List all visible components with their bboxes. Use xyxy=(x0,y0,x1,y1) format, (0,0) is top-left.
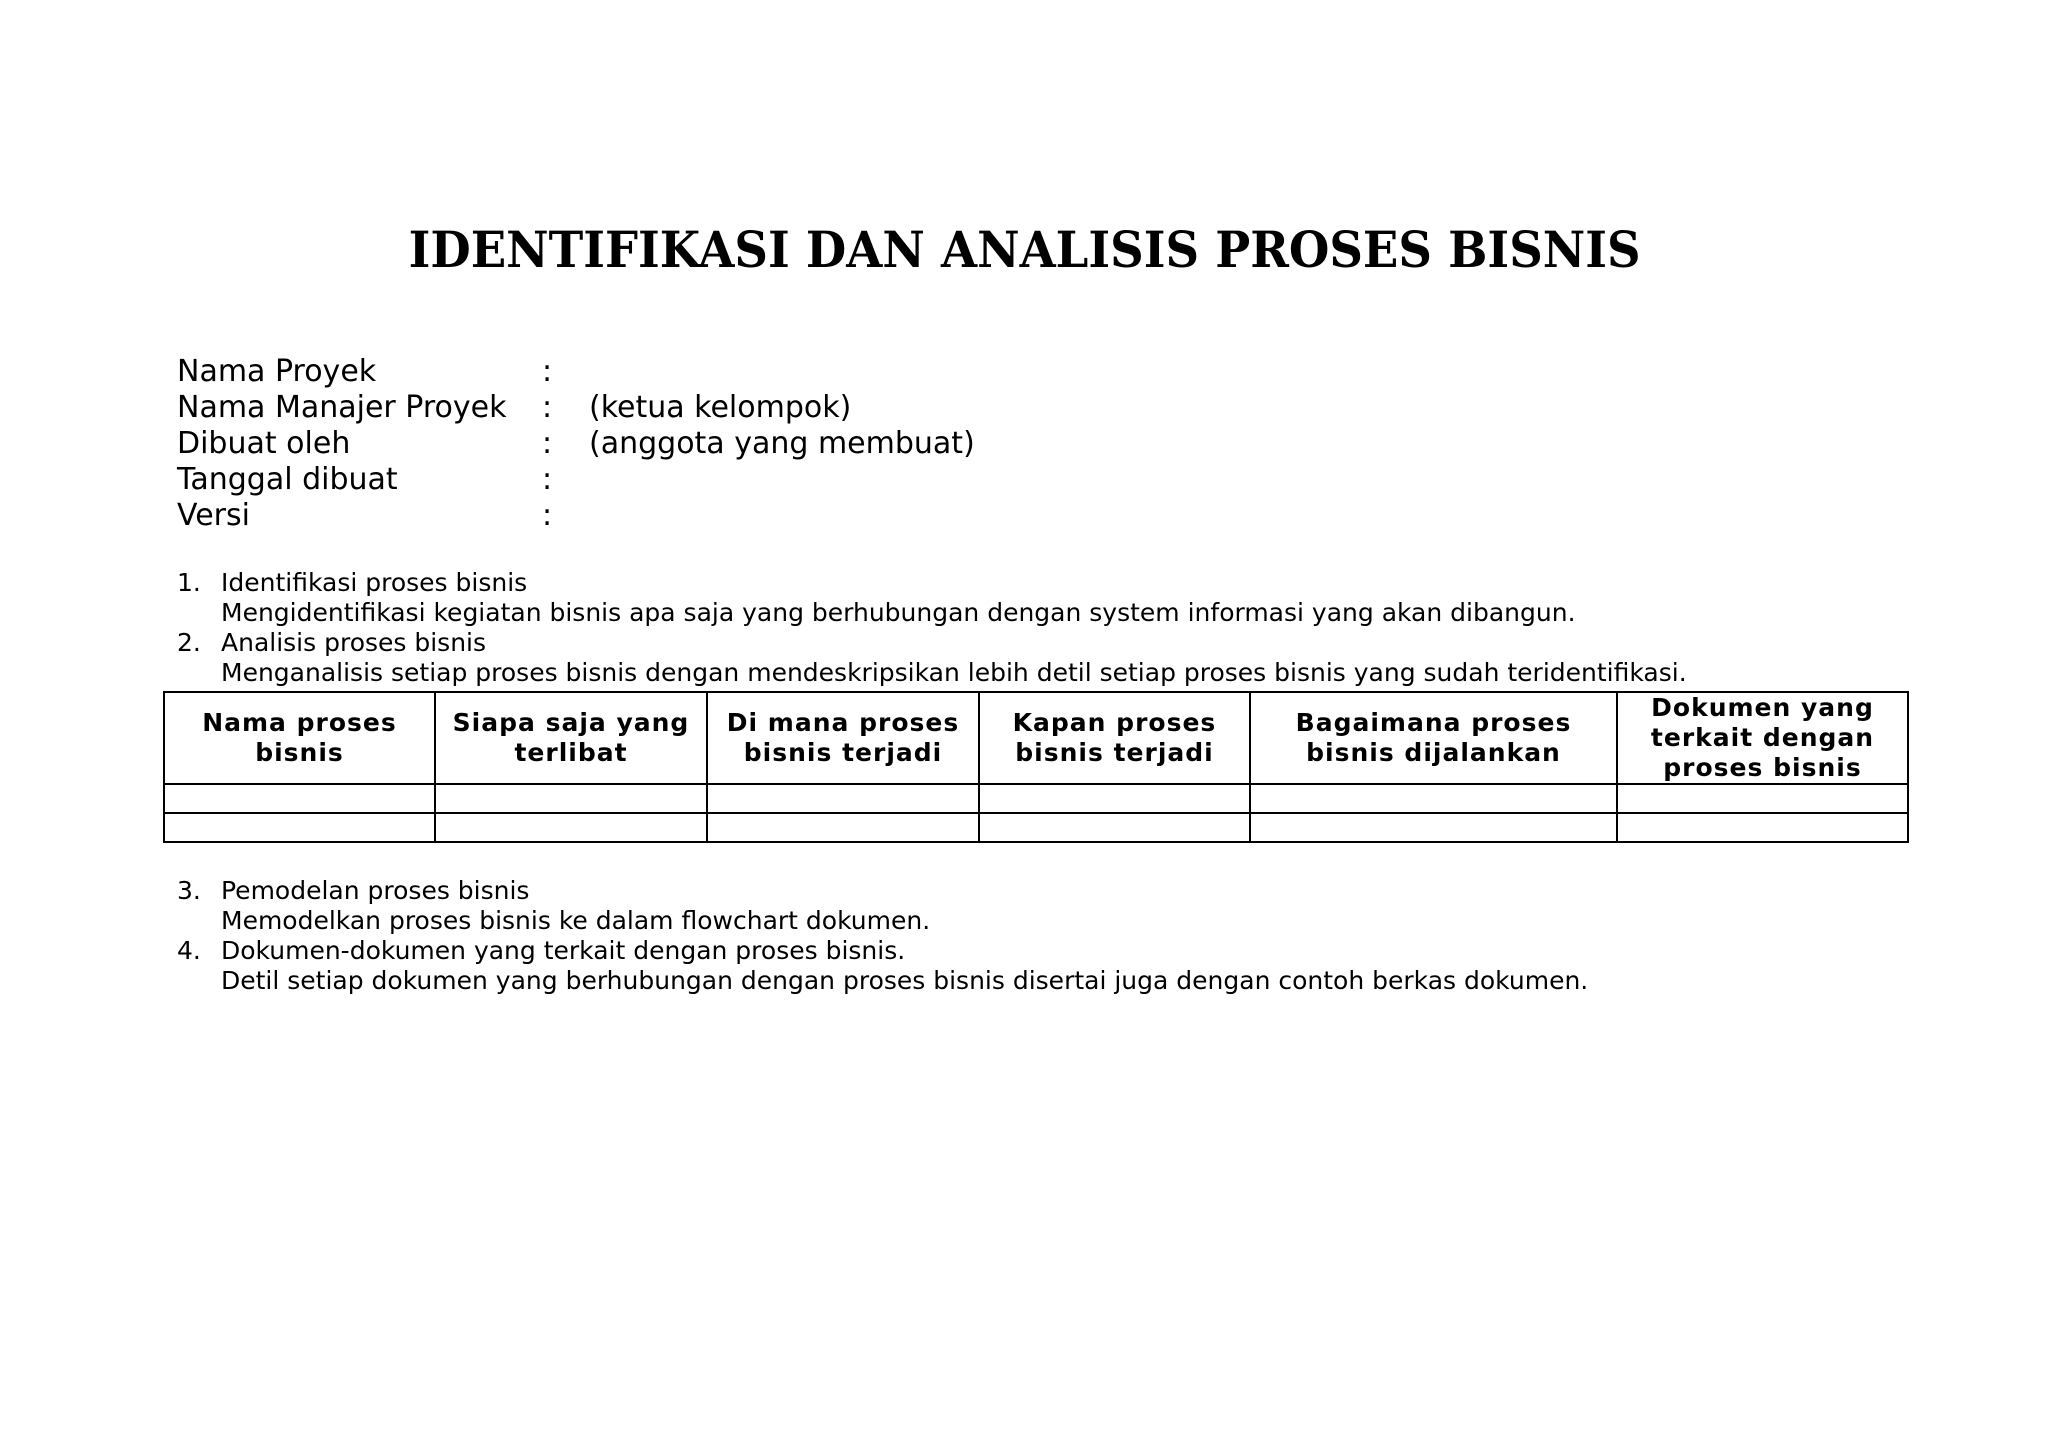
table-row xyxy=(164,784,1908,813)
meta-colon: : xyxy=(542,390,553,425)
business-process-table xyxy=(163,691,1909,843)
table-header-cell: Siapa saja yang terlibat xyxy=(435,692,707,784)
meta-value: (anggota yang membuat) xyxy=(589,426,975,461)
meta-label: Versi xyxy=(177,498,250,533)
meta-label: Nama Manajer Proyek xyxy=(177,390,507,425)
table-cell xyxy=(164,784,435,813)
table-cell xyxy=(435,813,707,842)
table-cell xyxy=(164,813,435,842)
meta-colon: : xyxy=(542,462,553,497)
meta-colon: : xyxy=(542,354,553,389)
section-number: 1. xyxy=(177,568,201,597)
section-description: Detil setiap dokumen yang berhubungan dengan proses bisnis disertai juga dengan contoh berkas dokumen. xyxy=(221,966,1589,995)
page-title: IDENTIFIKASI DAN ANALISIS PROSES BISNIS xyxy=(408,220,1641,279)
section-description: Mengidentifikasi kegiatan bisnis apa saja yang berhubungan dengan system informasi yang akan dibangun. xyxy=(221,598,1576,627)
section-title: Dokumen-dokumen yang terkait dengan proses bisnis. xyxy=(221,936,906,965)
table-cell xyxy=(707,784,979,813)
meta-label: Nama Proyek xyxy=(177,354,377,389)
section-title: Pemodelan proses bisnis xyxy=(221,876,530,905)
section-number: 3. xyxy=(177,876,201,905)
section-number: 2. xyxy=(177,628,201,657)
table-header-cell: Kapan proses bisnis terjadi xyxy=(979,692,1250,784)
table-header-cell: Dokumen yang terkait dengan proses bisnis xyxy=(1617,692,1908,784)
table-cell xyxy=(979,784,1250,813)
table-cell xyxy=(707,813,979,842)
table-cell xyxy=(979,813,1250,842)
table-cell xyxy=(1617,784,1908,813)
meta-label: Tanggal dibuat xyxy=(177,462,398,497)
section-description: Memodelkan proses bisnis ke dalam flowchart dokumen. xyxy=(221,906,931,935)
table-cell xyxy=(1250,784,1617,813)
meta-colon: : xyxy=(542,426,553,461)
table-header-cell: Bagaimana proses bisnis dijalankan xyxy=(1250,692,1617,784)
section-title: Identifikasi proses bisnis xyxy=(221,568,528,597)
table-cell xyxy=(435,784,707,813)
meta-label: Dibuat oleh xyxy=(177,426,351,461)
table-header-row xyxy=(164,692,1908,784)
section-description: Menganalisis setiap proses bisnis dengan mendeskripsikan lebih detil setiap proses bisnis yang sudah teridentifikasi. xyxy=(221,658,1687,687)
meta-colon: : xyxy=(542,498,553,533)
table-cell xyxy=(1617,813,1908,842)
section-number: 4. xyxy=(177,936,201,965)
section-title: Analisis proses bisnis xyxy=(221,628,487,657)
table-header-cell: Nama proses bisnis xyxy=(164,692,435,784)
meta-value: (ketua kelompok) xyxy=(589,390,852,425)
table-header-cell: Di mana proses bisnis terjadi xyxy=(707,692,979,784)
table-row xyxy=(164,813,1908,842)
table-cell xyxy=(1250,813,1617,842)
